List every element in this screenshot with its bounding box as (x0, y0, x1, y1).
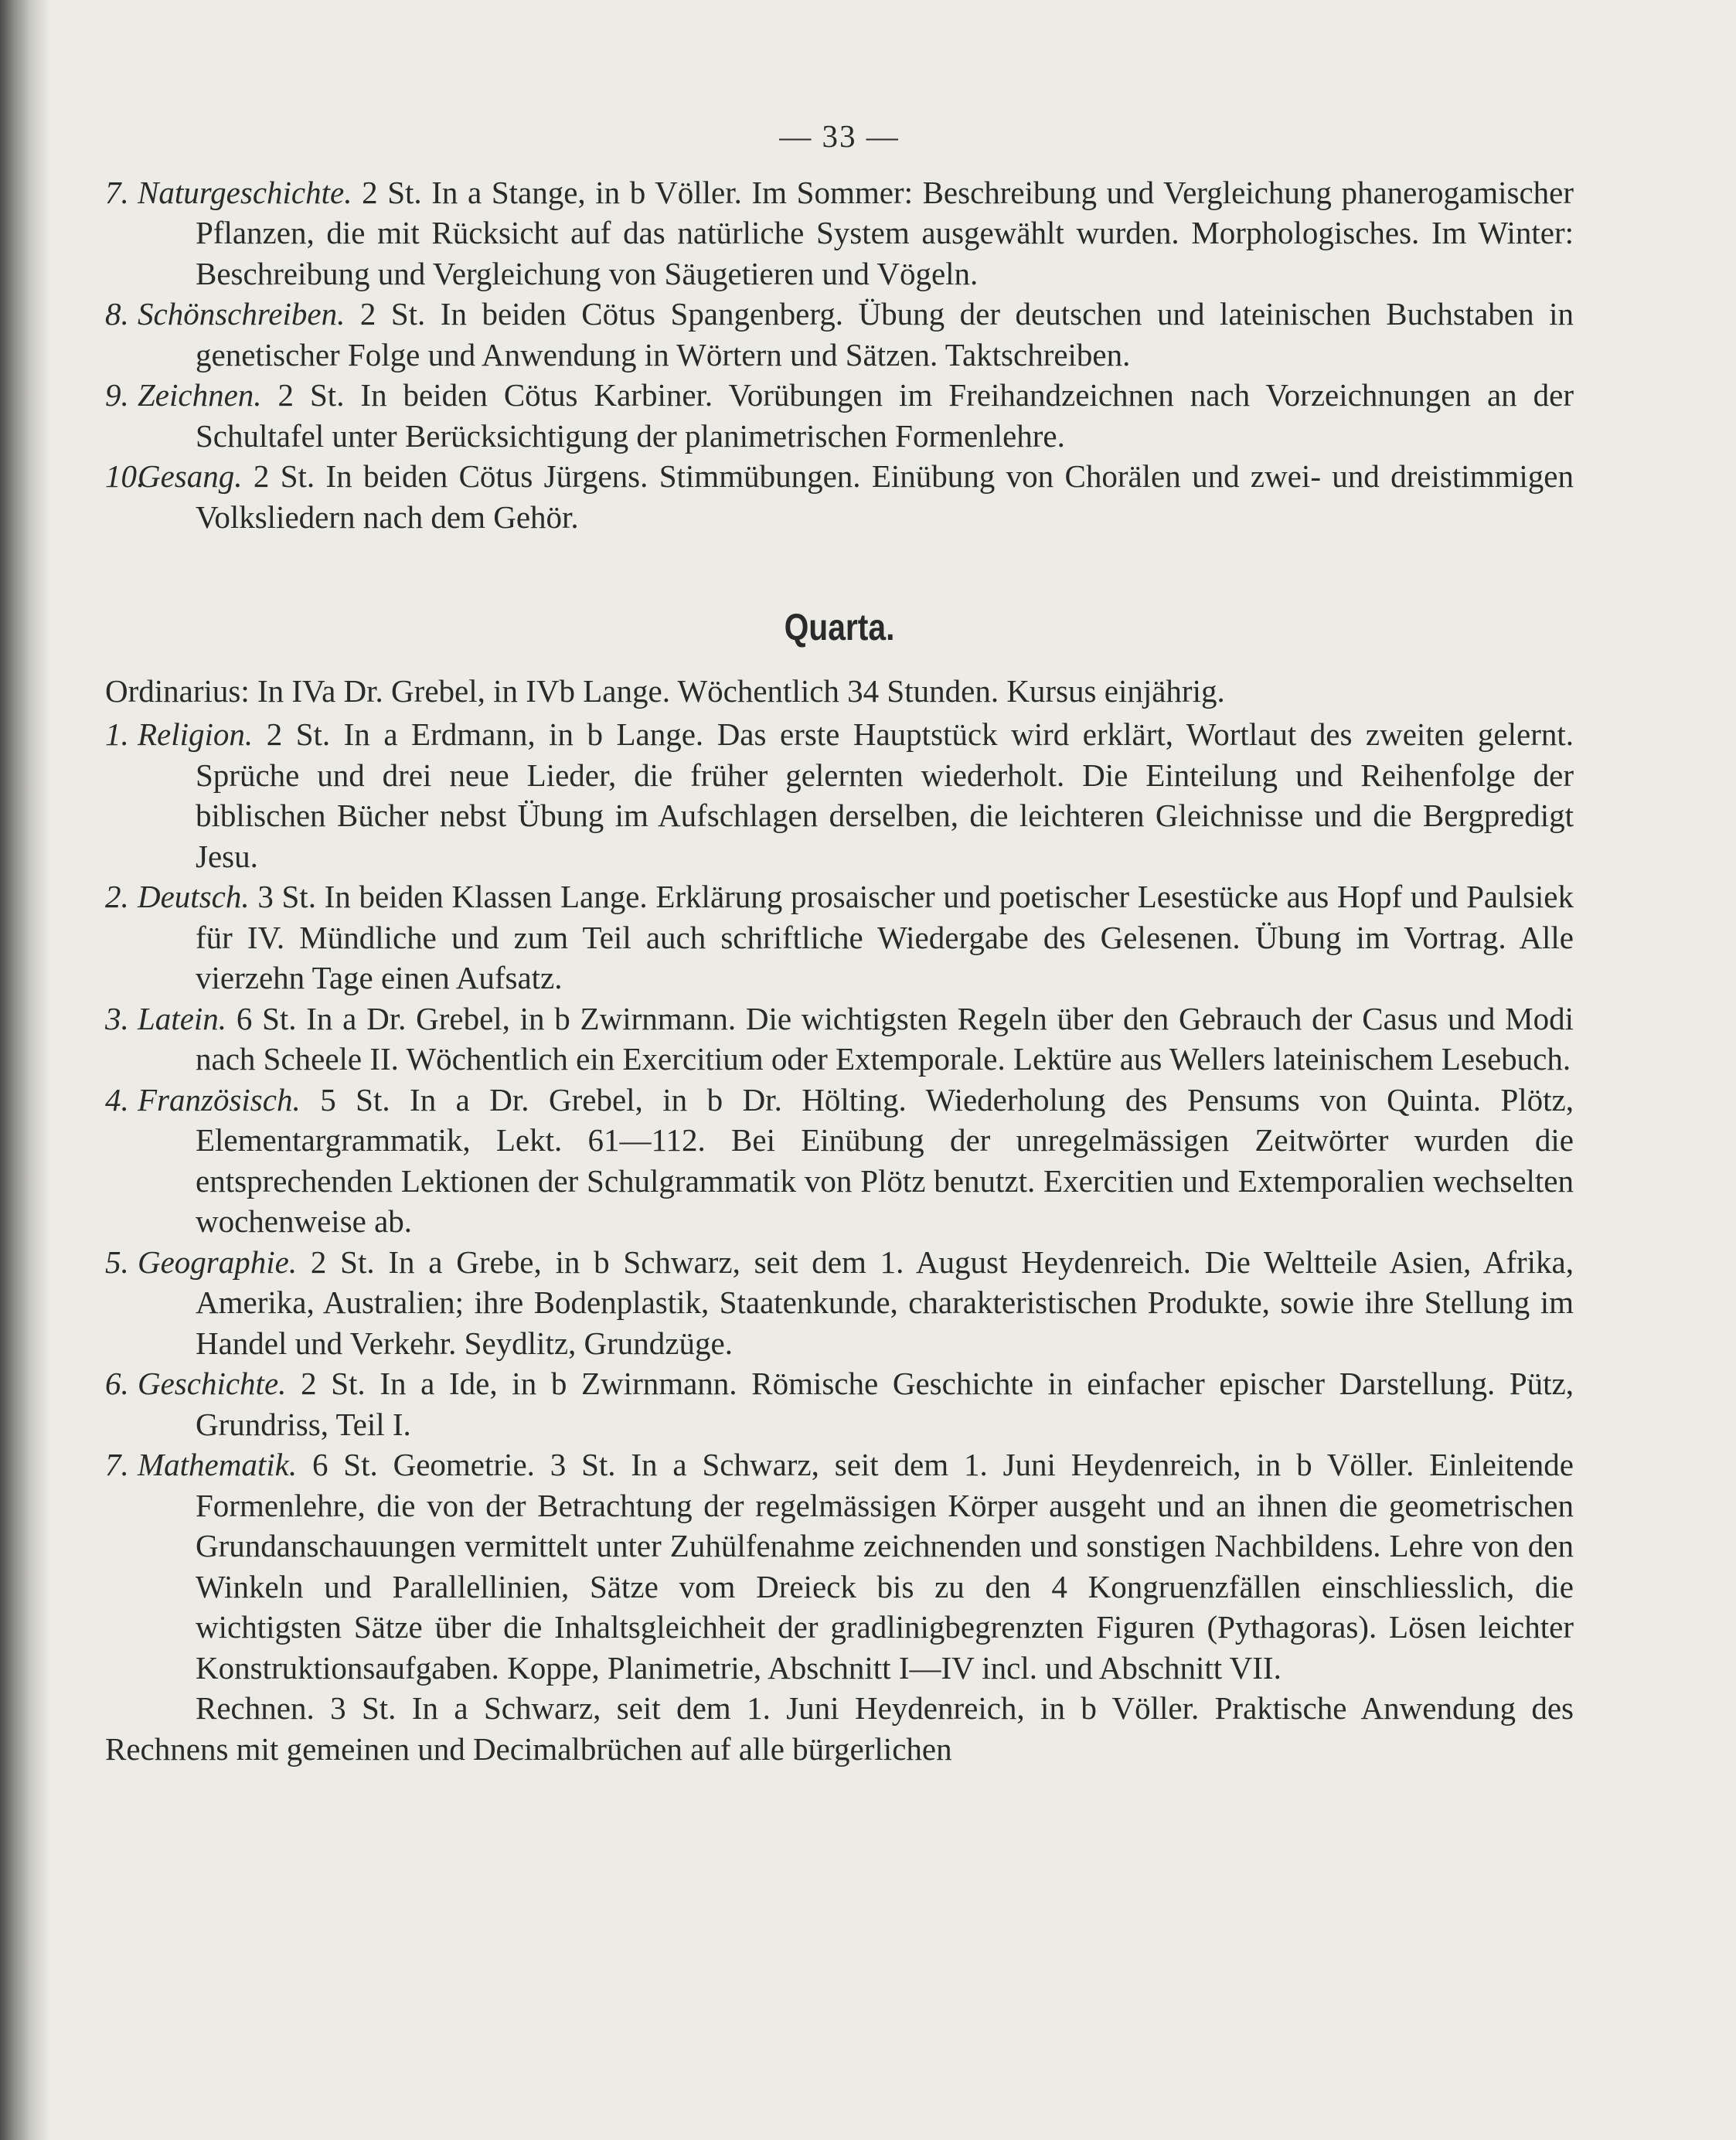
entry-number: 1. (105, 716, 129, 752)
entry-subject: Latein. (138, 1000, 227, 1036)
curriculum-entry (105, 999, 1574, 1080)
entry-text: 6 St. In a Dr. Grebel, in b Zwirnmann. Die wichtigsten Regeln über den Gebrauch der Casus und Modi nach Scheele II. Wöchentlich ein Exercitium oder Extemporale. Lektüre aus Wellers lateinischem Lesebuch. (196, 1000, 1574, 1077)
curriculum-entry (105, 1080, 1574, 1242)
entry-number: 2. (105, 879, 129, 914)
entry-subject: Geographie. (138, 1244, 298, 1280)
entry-text: 6 St. Geometrie. 3 St. In a Schwarz, seit dem 1. Juni Heydenreich, in b Völler. Einleitende Formenlehre, die von der Betrachtung der regelmässigen Körper ausgeht und an ihnen die geometrischen Grundanschauungen vermittelt unter Zuhülfenahme zeichnenden und sonstigen Nachbildens. Lehre von den Winkeln und Parallellinien, Sätze vom Dreieck bis zu den 4 Kongruenzfällen einschliesslich, die wichtigsten Sätze über die Inhaltsgleichheit der gradlinigbegrenzten Figuren (Pythagoras). Lösen leichter Konstruktionsaufgaben. Koppe, Planimetrie, Abschnitt I—IV incl. und Abschnitt VII. (196, 1447, 1574, 1686)
entry-text: 2 St. In a Erdmann, in b Lange. Das erste Hauptstück wird erklärt, Wortlaut des zweiten gelernt. Sprüche und drei neue Lieder, die früher gelernten wiederholt. Die Einteilung und Reihenfolge der biblischen Bücher nebst Übung im Aufschlagen derselben, die leichteren Gleichnisse und die Bergpredigt Jesu. (196, 716, 1574, 874)
entry-text: 2 St. In a Ide, in b Zwirnmann. Römische Geschichte in einfacher epischer Darstellung. Pütz, Grundriss, Teil I. (196, 1366, 1574, 1442)
curriculum-entry (105, 456, 1574, 537)
entry-subject: Religion. (138, 716, 254, 752)
entry-subject: Schönschreiben. (138, 296, 345, 332)
curriculum-entry (105, 714, 1574, 876)
entry-text: 3 St. In beiden Klassen Lange. Erklärung prosaischer und poetischer Lesestücke aus Hopf und Paulsiek für IV. Mündliche und zum Teil auch schriftliche Wiedergabe des Gelesenen. Übung im Vortrag. Alle vierzehn Tage einen Aufsatz. (196, 879, 1574, 995)
entry-number: 3. (105, 1000, 129, 1036)
rechnen-paragraph: Rechnen. 3 St. In a Schwarz, seit dem 1. Juni Heydenreich, in b Völler. Praktische Anwendung des Rechnens mit gemeinen und Decimalbrüchen auf alle bürgerlichen (105, 1690, 1574, 1767)
quarta-section (105, 714, 1574, 1688)
document-page (105, 116, 1574, 1769)
curriculum-entry (105, 294, 1574, 375)
entry-subject: Deutsch. (138, 879, 250, 914)
curriculum-entry (105, 375, 1574, 456)
entry-text: 2 St. In beiden Cötus Spangenberg. Übung der deutschen und lateinischen Buchstaben in genetischer Folge und Anwendung in Wörtern und Sätzen. Taktschreiben. (196, 296, 1574, 373)
entry-text: 2 St. In beiden Cötus Karbiner. Vorübungen im Freihandzeichnen nach Vorzeichnungen an der Schultafel unter Berücksichtigung der planimetrischen Formenlehre. (196, 377, 1574, 454)
top-section (105, 172, 1574, 538)
entry-number: 7. (105, 174, 129, 210)
entry-number: 5. (105, 1244, 129, 1280)
entry-number: 4. (105, 1081, 129, 1118)
entry-subject: Zeichnen. (138, 377, 262, 413)
section-heading: Quarta. (784, 607, 895, 648)
entry-subject: Gesang. (138, 458, 243, 494)
entry-number: 9. (105, 377, 129, 413)
curriculum-entry (105, 172, 1574, 294)
ordinarius-line: Ordinarius: In IVa Dr. Grebel, in IVb Lange. Wöchentlich 34 Stunden. Kursus einjährig. (105, 672, 1225, 709)
entry-number: 7. (105, 1447, 129, 1482)
entry-number: 6. (105, 1366, 129, 1401)
entry-text: 5 St. In a Dr. Grebel, in b Dr. Hölting. Wiederholung des Pensums von Quinta. Plötz, Elementargrammatik, Lekt. 61—112. Bei Einübung der unregelmässigen Zeitwörter wurden die entsprechenden Lektionen der Schulgrammatik von Plötz benutzt. Exercitien und Extemporalien wechselten wochenweise ab. (196, 1081, 1574, 1239)
curriculum-entry (105, 1363, 1574, 1444)
book-spine-shadow (0, 0, 49, 2140)
entry-number: 10. (105, 458, 145, 494)
entry-text: 2 St. In beiden Cötus Jürgens. Stimmübungen. Einübung von Chorälen und zwei- und dreistimmigen Volksliedern nach dem Gehör. (196, 458, 1574, 535)
entry-subject: Französisch. (138, 1081, 301, 1118)
entry-text: 2 St. In a Grebe, in b Schwarz, seit dem 1. August Heydenreich. Die Weltteile Asien, Afrika, Amerika, Australien; ihre Bodenplastik, Staatenkunde, charakteristischen Produkte, sowie ihre Stellung im Handel und Verkehr. Seydlitz, Grundzüge. (196, 1244, 1574, 1361)
entry-subject: Mathematik. (138, 1447, 298, 1482)
entry-number: 8. (105, 296, 129, 332)
entry-subject: Naturgeschichte. (138, 174, 352, 210)
entry-text: 2 St. In a Stange, in b Völler. Im Sommer: Beschreibung und Vergleichung phanerogamischer Pflanzen, die mit Rücksicht auf das natürliche System ausgewählt wurden. Morphologisches. Im Winter: Beschreibung und Vergleichung von Säugetieren und Vögeln. (196, 174, 1574, 291)
page-number: — 33 — (779, 118, 900, 154)
curriculum-entry (105, 876, 1574, 999)
entry-subject: Geschichte. (138, 1366, 287, 1401)
curriculum-entry (105, 1242, 1574, 1364)
curriculum-entry (105, 1444, 1574, 1688)
